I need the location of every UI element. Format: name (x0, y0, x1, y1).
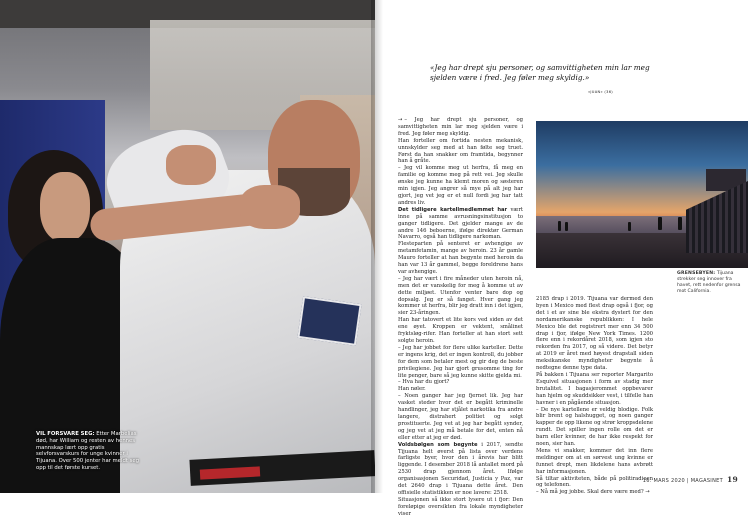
paragraph (398, 317, 523, 345)
paragraph-text: – De nye kartellene er veldig blodige. Folk blir brent og halshugget, og noen ganger kapper de opp likene og strør kroppsdelene rundt. Det spiller ingen rolle om det er barn eller kvinner, de har ikke respekt for noen, sier han. (536, 406, 653, 448)
paragraph (398, 393, 523, 441)
page-footer (643, 475, 738, 484)
quote-attribution: «JUAN» (36) (588, 90, 613, 94)
footer-date-section: 16. MARS 2020 | MAGASINET (642, 478, 723, 484)
paragraph (398, 497, 523, 518)
paragraph-text: Han har tatovert et lite kors ved siden av det ene øyet. Kroppen er vektent, smålinet fryktsløg-rifer. Han forteller at han stort sett solgte heroin. (398, 317, 523, 344)
article-column-1 (398, 117, 523, 518)
paragraph (398, 138, 523, 166)
photo-caption-2 (677, 271, 747, 295)
paragraph-text: På bakken i Tijuana ser reporter Margarito Esquivel situasjonen i form av stadig mer brutalitet. I bagasjerommet oppbevarer han hjelm og skuddsikker vest, i tilfelle han havner i en pågående situasjon. (536, 371, 653, 406)
paragraph (398, 345, 523, 380)
training-photo (0, 0, 375, 493)
photo-caption (36, 431, 144, 472)
page-number: 19 (726, 475, 738, 484)
paragraph (398, 442, 523, 497)
caption2-text: Tijuana strekker seg innover fra havet, rett nedenfor grensa mot California. (677, 271, 741, 294)
paragraph-text: 2185 drap i 2019. Tijuana var dermed den byen i Mexico med flest drap også i fjor, og det i et av sine ble ekstra dystert for den nordamerikanske republikken: I hele Mexico ble det registrert mer enn 34 500 drap i fjor, ifølge New York Times. 1200 flere enn i rekordåret 2018, som igjen sto rekorden fra 2017, og så videre. Det betyr at 2019 er året med høyest drapstall siden meksikanske myndigheter begynte å nedtegne denne type data. (536, 296, 653, 372)
paragraph (398, 276, 523, 317)
paragraph (536, 476, 653, 490)
section-lead: Det tidligere kartellmedlemmet har (398, 206, 508, 213)
border-sunset-photo (536, 121, 748, 268)
paragraph-text: Han forteller om fortida nesten mekanisk, unnskylder seg med at han følte seg truet. Først da han snakker om framtida, begynner han å gråte. (398, 137, 523, 165)
caption-text: Etter Marbelias død, har William og resten av hennes mannskap lært opp gratis selvforsvarskurs for unge kvinner i Tijuana. Over 500 jenter har meldt seg opp til det første kurset. (36, 431, 139, 471)
paragraph (398, 241, 523, 276)
arrow-icon: → (645, 489, 650, 496)
paragraph-text: Han nøler. (398, 386, 426, 393)
paragraph (536, 407, 653, 448)
paragraph-text: Situasjonen så ikke stort lysere ut i fjor: Den foreløpige oversikten fra lokale myndigheter viser (398, 496, 523, 517)
paragraph (536, 296, 653, 372)
paragraph-text: Flesteparten på senteret er avhengige av metamfetamin, mange av heroin. 23 år gamle Mauro forteller at han begynte med heroin da han var 13 år gammel, begge foreldrene hans var avhengige. (398, 241, 523, 275)
section-lead: Voldsbølgen som begynte (398, 441, 478, 448)
paragraph-text: Mens vi snakker, kommer det inn flere meldinger om at en sørvest ung kvinne er funnet drept, men likdelene hans avbrøtt har informasjonen. (536, 447, 653, 475)
paragraph-text: – Jeg har drept sju personer, og samvittigheten min lar meg sjelden være i fred. Jeg føler meg skyldig. (398, 117, 523, 137)
paragraph (536, 448, 653, 476)
paragraph (398, 165, 523, 206)
paragraph-text: – Nå må jeg jobbe. Skal dere være med? (536, 489, 644, 496)
caption-label: VIL FORSVARE SEG: (36, 431, 95, 437)
paragraph (536, 372, 653, 407)
paragraph (398, 386, 523, 393)
paragraph-text: – Jeg har jobbet for flere ulike karteller. Dette er ingens krig, det er ingen kontroll, du jobber for dem som betaler mest og gir deg de beste privilegiene. Jeg har gjort grusomme ting for lite penger, bare så jeg kunne skitte gjelda mi. (398, 344, 523, 379)
paragraph-text: Så tiltar aktiviteten, både på politiradioen og telefonen. (536, 475, 653, 489)
caption2-label: GRENSEBYEN: (677, 271, 716, 276)
paragraph-text: – Hva har du gjort? (398, 379, 450, 386)
paragraph-text: vært inne på samme avrusningsinstitusjon to ganger tidligere. Det gjelder mange av de andre 146 beboerne, ifølge direktør German Navarro, også han tidligere narkoman. (398, 206, 523, 241)
paragraph-text: – Noen ganger har jeg fjernet lik. Jeg har vasket steder hvor det er begått kriminelle handlinger, jeg har stjålet narkotika fra andre langere, distrahert politiet og solgt prostituerte. Jeg vet at jeg har begått synder, og jeg vet at jeg må betale for det, enten nå eller etter at jeg er død. (398, 393, 523, 441)
arrow-icon: → (398, 117, 403, 123)
paragraph-text: i 2017, sendte Tijuana helt øverst på lista over verdens farligste byer, hvor den i årevis har blitt liggende. I desember 2018 lå antallet mord på 2530 drap gjennom året. Ifølge organisasjonen Securidad, Justicia y Paz, var det 2640 drap i Tijuana dette året. Den offisielle statistikken er noe lavere: 2518. (398, 441, 523, 496)
paragraph-text: – Jeg har vært i fire måneder uten heroin nå, men det er vanskelig for meg å komme ut av dette miljøet. Utenfor venter bare dop og dopsalg. Jeg er så fanget. Hver gang jeg kommer ut herfra, blir jeg dratt inn i det igjen, sier 23-åringen. (398, 275, 523, 317)
paragraph (398, 117, 523, 138)
pull-quote: «Jeg har drept sju personer, og samvittigheten min lar meg sjelden være i fred. Jeg føler meg skyldig.» (430, 63, 650, 82)
paragraph (398, 379, 523, 386)
paragraph (398, 207, 523, 242)
paragraph-text: – Jeg vil komme meg ut herfra, få meg en familie og komme meg på rett vei. Jeg skulle ønske jeg kunne ha klemt moren og søsteren min igjen. Jeg angrer så mye på alt jeg har gjort, jeg vet jeg er et null fordi jeg har tatt andres liv. (398, 165, 523, 206)
page-gutter (371, 0, 383, 493)
article-column-2 (536, 296, 653, 496)
